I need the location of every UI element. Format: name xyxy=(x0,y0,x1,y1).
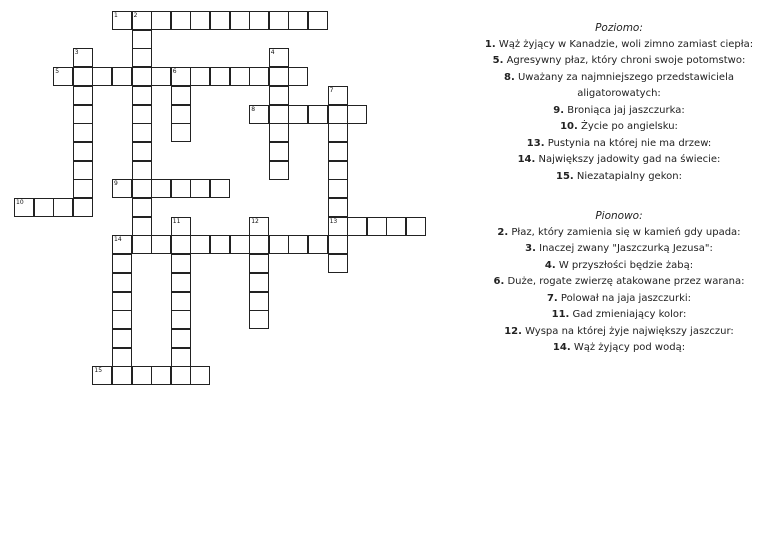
crossword-cell[interactable] xyxy=(269,48,289,67)
crossword-cell[interactable] xyxy=(132,86,152,105)
crossword-cell[interactable] xyxy=(132,235,152,254)
clue-line xyxy=(470,37,768,54)
crossword-cell[interactable] xyxy=(249,273,269,292)
clue-number: 14. xyxy=(552,342,571,353)
clue-number: 3. xyxy=(525,243,536,254)
crossword-cell[interactable] xyxy=(112,67,132,86)
crossword-cell[interactable] xyxy=(132,123,152,142)
cell-number: 15 xyxy=(94,367,103,375)
crossword-cell[interactable] xyxy=(171,67,191,86)
crossword-cell[interactable] xyxy=(171,86,191,105)
clue-number: 2. xyxy=(497,226,509,238)
crossword-cell[interactable] xyxy=(308,11,328,30)
crossword-cell[interactable] xyxy=(249,67,269,86)
clue-text: Wąż żyjący pod wodą: xyxy=(573,342,686,353)
crossword-cell[interactable] xyxy=(171,254,191,273)
clue-line xyxy=(470,340,768,357)
crossword-cell[interactable] xyxy=(288,11,308,30)
crossword-cell[interactable] xyxy=(328,142,348,161)
crossword-cell[interactable] xyxy=(328,123,348,142)
clue-text: W przyszłości będzie żabą: xyxy=(558,259,694,271)
crossword-cell[interactable] xyxy=(132,30,152,49)
cell-number: 4 xyxy=(270,49,275,57)
clue-line xyxy=(470,241,768,258)
clue-text: Wąż żyjący w Kanadzie, woli zimno zamiast ciepła: xyxy=(498,38,754,50)
cell-number: 9 xyxy=(114,180,118,188)
crossword-cell[interactable] xyxy=(112,366,132,385)
clue-text: Płaz, który zamienia się w kamień gdy upada: xyxy=(511,226,741,238)
crossword-cell[interactable] xyxy=(53,67,73,86)
crossword-cell[interactable] xyxy=(73,198,93,217)
clue-number: 8. xyxy=(504,71,515,83)
clue-text: Największy jadowity gad na świecie: xyxy=(538,154,721,165)
crossword-cell[interactable] xyxy=(171,310,191,329)
crossword-cell[interactable] xyxy=(73,142,93,161)
crossword-cell[interactable] xyxy=(249,105,269,124)
crossword-cell[interactable] xyxy=(288,235,308,254)
crossword-cell[interactable] xyxy=(112,273,132,292)
crossword-cell[interactable] xyxy=(171,292,191,311)
crossword-cell[interactable] xyxy=(249,235,269,254)
down-clue-list xyxy=(470,225,768,357)
crossword-cell[interactable] xyxy=(14,198,34,217)
clue-line xyxy=(470,103,768,120)
clue-text: Agresywny płaz, który chroni swoje potomstwo: xyxy=(506,55,746,66)
crossword-cell[interactable] xyxy=(249,217,269,236)
crossword-cell[interactable] xyxy=(112,348,132,367)
clue-text: Duże, rogate zwierzę atakowane przez warana: xyxy=(507,276,745,287)
clue-text: Gad zmieniający kolor: xyxy=(572,309,687,320)
crossword-cell[interactable] xyxy=(73,67,93,86)
crossword-cell[interactable] xyxy=(132,142,152,161)
crossword-cell[interactable] xyxy=(288,67,308,86)
crossword-cell[interactable] xyxy=(151,179,171,198)
crossword-cell[interactable] xyxy=(171,123,191,142)
crossword-cell[interactable] xyxy=(171,348,191,367)
clue-number: 7. xyxy=(546,292,558,304)
crossword-cell[interactable] xyxy=(112,329,132,348)
crossword-cell[interactable] xyxy=(249,254,269,273)
crossword-cell[interactable] xyxy=(112,254,132,273)
crossword-cell[interactable] xyxy=(269,67,289,86)
crossword-cell[interactable] xyxy=(190,366,210,385)
crossword-cell[interactable] xyxy=(269,86,289,105)
clues-panel xyxy=(470,20,768,357)
clue-line xyxy=(470,307,768,324)
crossword-cell[interactable] xyxy=(308,235,328,254)
crossword-cell[interactable] xyxy=(288,105,308,124)
crossword-cell[interactable] xyxy=(230,11,250,30)
clue-line xyxy=(470,136,768,153)
crossword-cell[interactable] xyxy=(230,235,250,254)
crossword-cell[interactable] xyxy=(269,123,289,142)
clue-line xyxy=(470,169,768,186)
clue-number: 1. xyxy=(484,38,496,50)
crossword-cell[interactable] xyxy=(112,310,132,329)
cell-number: 13 xyxy=(329,217,338,225)
crossword-cell[interactable] xyxy=(269,235,289,254)
crossword-cell[interactable] xyxy=(151,366,171,385)
crossword-cell[interactable] xyxy=(328,198,348,217)
crossword-cell[interactable] xyxy=(171,329,191,348)
clue-number: 11. xyxy=(551,309,570,320)
cell-number: 2 xyxy=(133,12,138,19)
clue-text: aligatorowatych: xyxy=(577,88,661,99)
clue-number: 13. xyxy=(526,137,545,149)
clue-text: Wyspa na której żyje największy jaszczur: xyxy=(525,325,734,337)
cell-number: 6 xyxy=(172,68,177,76)
clue-text: Pustynia na której nie ma drzew: xyxy=(547,137,712,149)
crossword-cell[interactable] xyxy=(171,217,191,236)
crossword-cell[interactable] xyxy=(92,366,112,385)
clue-number: 6. xyxy=(493,276,505,287)
clue-line xyxy=(470,152,768,169)
crossword-cell[interactable] xyxy=(210,67,230,86)
crossword-cell[interactable] xyxy=(112,235,132,254)
crossword-cell[interactable] xyxy=(171,366,191,385)
clue-number: 15. xyxy=(556,170,574,182)
clue-text: Inaczej zwany "Jaszczurką Jezusa": xyxy=(539,243,713,254)
crossword-cell[interactable] xyxy=(132,67,152,86)
cell-number: 10 xyxy=(16,199,24,206)
crossword-cell[interactable] xyxy=(151,67,171,86)
crossword-cell[interactable] xyxy=(112,179,132,198)
crossword-cell[interactable] xyxy=(308,105,328,124)
crossword-cell[interactable] xyxy=(92,67,112,86)
crossword-cell[interactable] xyxy=(132,161,152,180)
crossword-cell[interactable] xyxy=(34,198,54,217)
crossword-cell[interactable] xyxy=(190,179,210,198)
cell-number: 12 xyxy=(251,217,259,225)
crossword-cell[interactable] xyxy=(112,292,132,311)
crossword-cell[interactable] xyxy=(406,217,426,236)
crossword-cell[interactable] xyxy=(171,235,191,254)
crossword-grid xyxy=(0,0,460,420)
crossword-cell[interactable] xyxy=(367,217,387,236)
crossword-cell[interactable] xyxy=(132,366,152,385)
cell-number: 11 xyxy=(172,217,181,225)
crossword-cell[interactable] xyxy=(249,292,269,311)
crossword-cell[interactable] xyxy=(171,179,191,198)
cell-number: 14 xyxy=(114,236,122,244)
crossword-cell[interactable] xyxy=(151,11,171,30)
clue-line xyxy=(470,274,768,291)
clue-text: Uważany za najmniejszego przedstawiciela xyxy=(517,71,734,83)
cell-number: 8 xyxy=(251,105,256,113)
clue-line xyxy=(470,258,768,275)
clue-text: Polował na jaja jaszczurki: xyxy=(560,292,692,304)
crossword-cell[interactable] xyxy=(328,217,348,236)
clue-line xyxy=(470,291,768,308)
crossword-cell[interactable] xyxy=(328,235,348,254)
clue-line xyxy=(470,225,768,242)
clue-text: Niezatapialny gekon: xyxy=(576,170,682,182)
crossword-cell[interactable] xyxy=(249,11,269,30)
clue-line xyxy=(470,119,768,136)
crossword-cell[interactable] xyxy=(73,161,93,180)
cell-number: 5 xyxy=(55,68,60,76)
crossword-cell[interactable] xyxy=(328,105,348,124)
crossword-cell[interactable] xyxy=(210,11,230,30)
crossword-cell[interactable] xyxy=(53,198,73,217)
clue-text: Broniąca jaj jaszczurka: xyxy=(567,104,685,116)
clue-number: 12. xyxy=(504,325,522,337)
crossword-cell[interactable] xyxy=(73,123,93,142)
clue-number: 9. xyxy=(553,104,565,116)
crossword-cell[interactable] xyxy=(210,235,230,254)
crossword-cell[interactable] xyxy=(269,11,289,30)
crossword-cell[interactable] xyxy=(132,105,152,124)
crossword-cell[interactable] xyxy=(190,67,210,86)
cell-number: 7 xyxy=(329,86,334,94)
clue-number: 14. xyxy=(517,154,536,165)
clue-number: 5. xyxy=(492,55,504,66)
cell-number: 1 xyxy=(114,12,118,19)
cell-number: 3 xyxy=(74,49,79,57)
crossword-cell[interactable] xyxy=(132,48,152,67)
clue-text: Życie po angielsku: xyxy=(580,121,678,132)
crossword-cell[interactable] xyxy=(73,179,93,198)
crossword-cell[interactable] xyxy=(171,273,191,292)
crossword-cell[interactable] xyxy=(190,11,210,30)
crossword-cell[interactable] xyxy=(73,86,93,105)
crossword-cell[interactable] xyxy=(347,217,367,236)
crossword-cell[interactable] xyxy=(112,11,132,30)
crossword-cell[interactable] xyxy=(328,254,348,273)
clue-line xyxy=(470,70,768,87)
crossword-cell[interactable] xyxy=(73,48,93,67)
crossword-cell[interactable] xyxy=(269,142,289,161)
crossword-cell[interactable] xyxy=(386,217,406,236)
crossword-cell[interactable] xyxy=(151,235,171,254)
crossword-cell[interactable] xyxy=(328,179,348,198)
crossword-cell[interactable] xyxy=(171,11,191,30)
crossword-cell[interactable] xyxy=(210,179,230,198)
clue-line xyxy=(470,53,768,70)
crossword-cell[interactable] xyxy=(171,105,191,124)
crossword-cell[interactable] xyxy=(328,161,348,180)
down-heading: Pionowo: xyxy=(595,210,643,222)
crossword-cell[interactable] xyxy=(132,179,152,198)
crossword-cell[interactable] xyxy=(132,11,152,30)
crossword-cell[interactable] xyxy=(328,86,348,105)
crossword-cell[interactable] xyxy=(269,105,289,124)
crossword-cell[interactable] xyxy=(230,67,250,86)
crossword-cell[interactable] xyxy=(73,105,93,124)
crossword-cell[interactable] xyxy=(132,198,152,217)
clue-line xyxy=(470,86,768,103)
clue-number: 4. xyxy=(544,259,556,271)
clue-number: 10. xyxy=(560,121,578,132)
crossword-cell[interactable] xyxy=(347,105,367,124)
crossword-cell[interactable] xyxy=(190,235,210,254)
crossword-cell[interactable] xyxy=(132,217,152,236)
across-clue-list xyxy=(470,37,768,186)
crossword-cell[interactable] xyxy=(269,161,289,180)
clue-line xyxy=(470,324,768,341)
across-heading: Poziomo: xyxy=(595,22,643,34)
crossword-cell[interactable] xyxy=(249,310,269,329)
